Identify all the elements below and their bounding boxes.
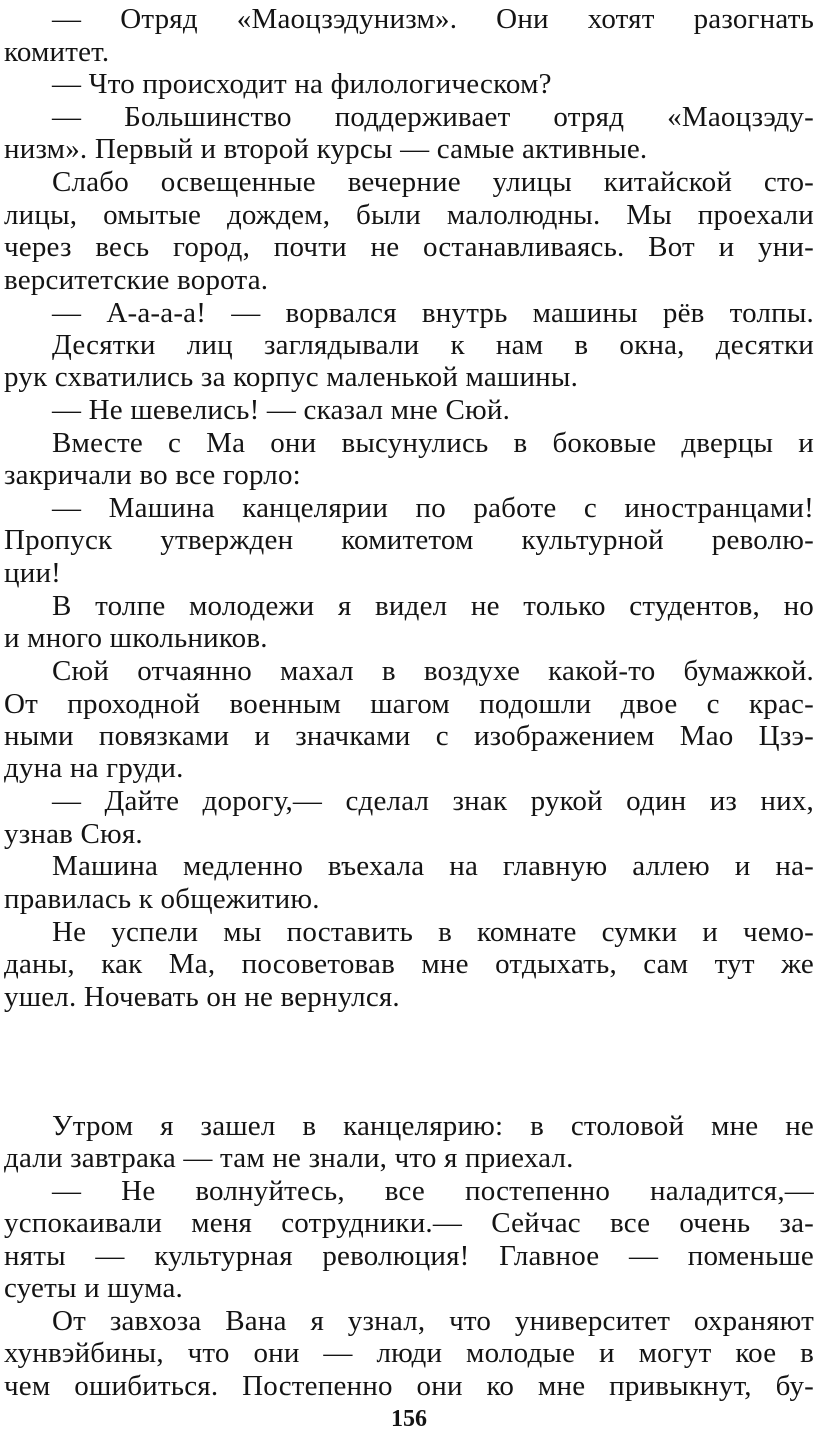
text-line: суеты и шума.: [4, 1272, 183, 1304]
text-line: узнав Сюя.: [4, 818, 143, 850]
text-line: Слабо освещенные вечерние улицы китайской сто-: [52, 166, 814, 198]
text-line: — Машина канцелярии по работе с иностранцами!: [52, 492, 814, 524]
text-line: — А-а-а-а! — ворвался внутрь машины рёв толпы.: [52, 297, 814, 329]
text-line: От завхоза Вана я узнал, что университет охраняют: [52, 1305, 814, 1337]
text-line: В толпе молодежи я видел не только студентов, но: [52, 590, 814, 622]
text-line: — Не волнуйтесь, все постепенно наладится,—: [52, 1175, 814, 1207]
text-line: и много школьников.: [4, 622, 268, 654]
text-line: чем ошибиться. Постепенно они ко мне привыкнут, бу-: [4, 1370, 814, 1402]
text-line: дуна на груди.: [4, 752, 184, 784]
text-line: Машина медленно въехала на главную аллею и на-: [52, 850, 814, 882]
page-number: 156: [391, 1406, 427, 1432]
text-line: няты — культурная революция! Главное — поменьше: [4, 1240, 814, 1272]
text-line: Утром я зашел в канцелярию: в столовой мне не: [52, 1110, 814, 1142]
text-line: хунвэйбины, что они — люди молодые и могут кое в: [4, 1337, 814, 1369]
text-line: Сюй отчаянно махал в воздухе какой-то бумажкой.: [52, 655, 814, 687]
text-line: низм». Первый и второй курсы — самые активные.: [4, 133, 648, 165]
text-line: Вместе с Ма они высунулись в боковые дверцы и: [52, 427, 814, 459]
text-line: — Не шевелись! — сказал мне Сюй.: [52, 394, 511, 426]
text-line: — Отряд «Маоцзэдунизм». Они хотят разогнать: [52, 3, 814, 35]
text-line: правилась к общежитию.: [4, 883, 320, 915]
text-line: рук схватились за корпус маленькой машины.: [4, 361, 579, 393]
text-line: верситетские ворота.: [4, 264, 269, 296]
text-line: Не успели мы поставить в комнате сумки и чемо-: [52, 916, 814, 948]
text-line: — Дайте дорогу,— сделал знак рукой один из них,: [52, 785, 814, 817]
text-line: Пропуск утвержден комитетом культурной револю-: [4, 524, 814, 556]
text-line: ции!: [4, 557, 62, 589]
text-line: успокаивали меня сотрудники.— Сейчас все очень за-: [4, 1207, 814, 1239]
text-line: — Что происходит на филологическом?: [52, 68, 552, 100]
text-line: комитет.: [4, 36, 110, 68]
text-line: лицы, омытые дождем, были малолюдны. Мы проехали: [4, 199, 814, 231]
text-line: — Большинство поддерживает отряд «Маоцзэду-: [52, 101, 814, 133]
text-line: ушел. Ночевать он не вернулся.: [4, 981, 400, 1013]
text-line: через весь город, почти не останавливаясь. Вот и уни-: [4, 231, 814, 263]
text-line: Десятки лиц заглядывали к нам в окна, десятки: [52, 329, 814, 361]
book-page: [4, 0, 814, 1449]
text-line: От проходной военным шагом подошли двое с крас-: [4, 688, 814, 720]
text-line: ными повязками и значками с изображением Мао Цзэ-: [4, 720, 814, 752]
text-line: даны, как Ма, посоветовав мне отдыхать, сам тут же: [4, 948, 814, 980]
text-line: дали завтрака — там не знали, что я приехал.: [4, 1142, 574, 1174]
text-line: закричали во все горло:: [4, 459, 301, 491]
